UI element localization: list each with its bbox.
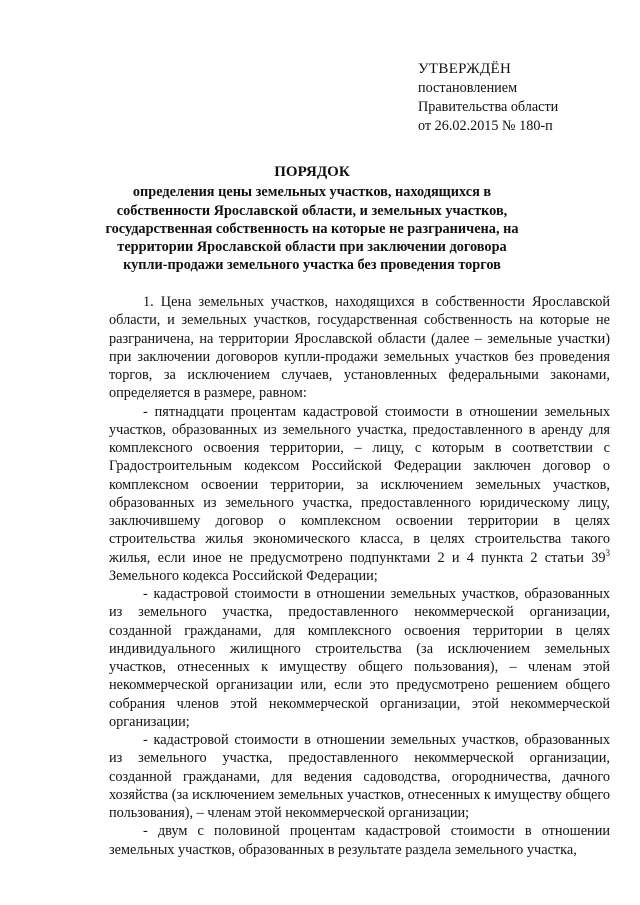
title-subtitle: определения цены земельных участков, находящихся в собственности Ярославской области, и земельных участков, государственная собственность на которые не разграничена, на территории Ярославской области при заключении договора купли-продажи земельного участка без проведения торгов	[105, 184, 519, 274]
approval-heading: УТВЕРЖДЁН	[418, 61, 512, 77]
paragraph-1: 1. Цена земельных участков, находящихся в собственности Ярославской области, и земельных участков, государственная собственность на которые не разграничена, на территории Ярославской области (далее – земельные участки) при заключении договоров купли-продажи земельных участков без проведения торгов, за исключением случаев, установленных федеральными законами, определяется в размере, равном:	[109, 294, 610, 402]
article-superscript: 3	[605, 547, 610, 558]
paragraph-5: - двум с половиной процентам кадастровой стоимости в отношении земельных участков, образованных в результате раздела земельного участка,	[109, 823, 610, 858]
document-body	[109, 293, 610, 859]
paragraph-2-end: Земельного кодекса Российской Федерации;	[109, 567, 378, 584]
paragraph-3: - кадастровой стоимости в отношении земельных участков, образованных из земельного участка, предоставленного некоммерческой организации, созданной гражданами, для комплексного освоения территории в целях индивидуального жилищного строительства (за исключением земельных участков, отнесенных к имуществу общего пользования), – членам этой некоммерческой организации или, если это предусмотрено решением общего собрания членов этой некоммерческой организации, этой некоммерческой организации;	[109, 586, 610, 730]
approval-line-1: постановлением	[418, 80, 518, 96]
document-title	[100, 163, 524, 275]
paragraph-4: - кадастровой стоимости в отношении земельных участков, образованных из земельного участка, предоставленного некоммерческой организации, созданной гражданами, для ведения садоводства, огородничества, дачного хозяйства (за исключением земельных участков, отнесенных к имуществу общего пользования), – членам этой некоммерческой организации;	[109, 732, 610, 821]
paragraph-2-text: - пятнадцати процентам кадастровой стоимости в отношении земельных участков, образованных из земельного участка, предоставленного в аренду для комплексного освоения территории, – лицу, с которым в соответствии с Градостроительным кодексом Российской Федерации заключен договор о комплексном освоении территории, за исключением земельных участков, образованных из земельного участка, предоставленного юридическому лицу, заключившему договор о комплексном освоении территории в целях строительства жилья экономического класса, в целях строительства такого жилья, если иное не предусмотрено подпунктами 2 и 4 пункта 2 статьи 39	[109, 403, 610, 566]
paragraph-2	[109, 403, 610, 586]
approval-line-3: от 26.02.2015 № 180-п	[418, 118, 553, 134]
approval-line-2: Правительства области	[418, 99, 559, 115]
approval-stamp	[418, 60, 628, 136]
title-main: ПОРЯДОК	[274, 164, 350, 180]
